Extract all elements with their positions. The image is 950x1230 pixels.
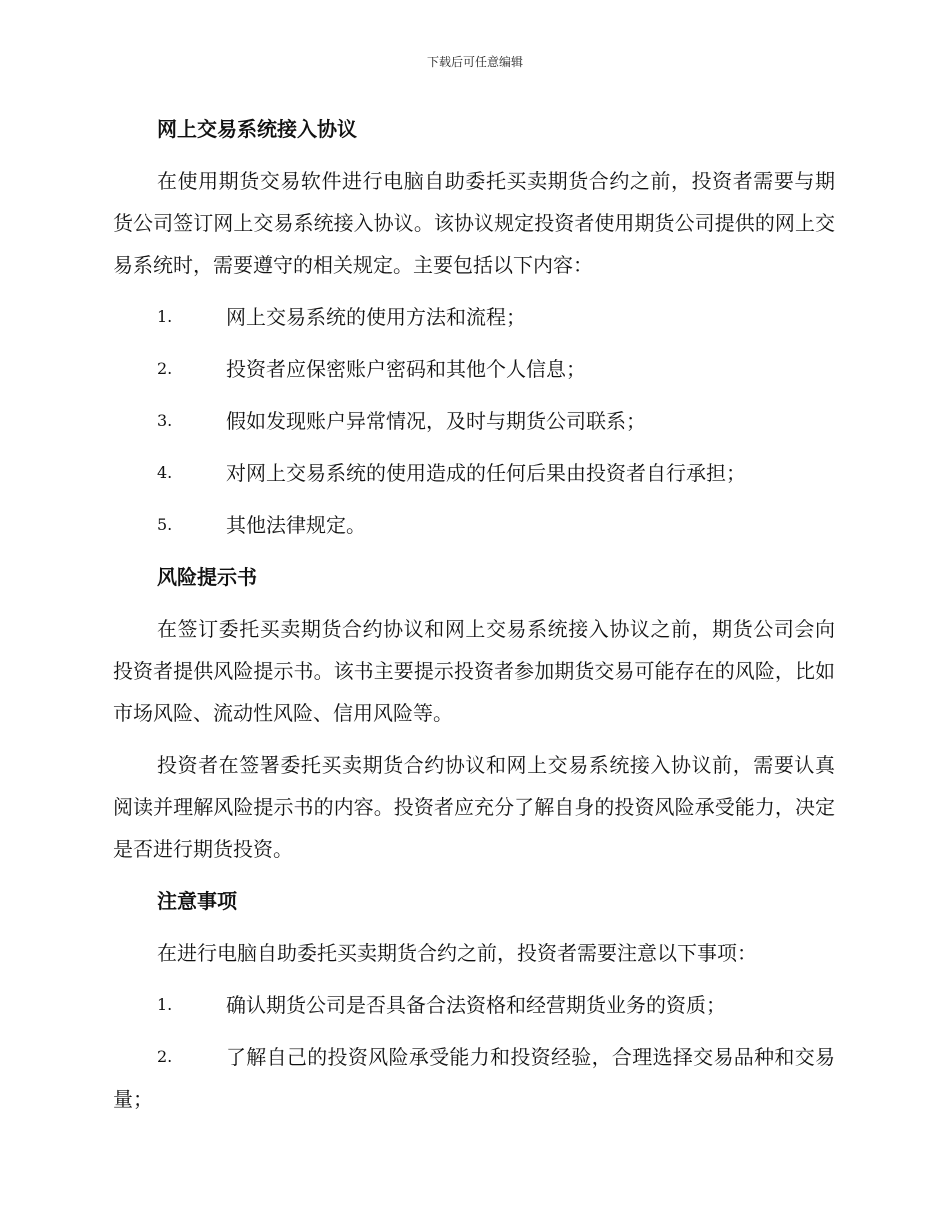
list-item <box>113 400 835 442</box>
list-item <box>113 348 835 390</box>
list-text: 了解自己的投资风险承受能力和投资经验，合理选择交易品种和交易量； <box>113 1045 835 1111</box>
page-header: 下载后可任意编辑 <box>426 55 523 69</box>
section-heading-access-agreement: 网上交易系统接入协议 <box>157 117 357 141</box>
list-item <box>113 504 835 546</box>
list-number: 5. <box>157 515 173 534</box>
document-body <box>113 108 835 1120</box>
list-text: 其他法律规定。 <box>226 513 366 537</box>
list-text: 假如发现账户异常情况，及时与期货公司联系； <box>226 409 646 433</box>
list-item <box>113 452 835 494</box>
list-text: 对网上交易系统的使用造成的任何后果由投资者自行承担； <box>226 461 746 485</box>
list-text: 网上交易系统的使用方法和流程； <box>226 305 526 329</box>
list-item <box>113 296 835 338</box>
list-number: 4. <box>157 463 173 482</box>
section-heading-notes: 注意事项 <box>157 889 237 913</box>
list-item <box>113 1036 835 1120</box>
section-heading-risk-disclosure: 风险提示书 <box>157 565 257 589</box>
paragraph: 投资者在签署委托买卖期货合约协议和网上交易系统接入协议前，需要认真阅读并理解风险提示书的内容。投资者应充分了解自身的投资风险承受能力，决定是否进行期货投资。 <box>113 753 835 861</box>
list-number: 1. <box>157 995 173 1014</box>
list-number: 2. <box>157 359 173 378</box>
list-number: 3. <box>157 411 173 430</box>
list-item <box>113 984 835 1026</box>
list-text: 确认期货公司是否具备合法资格和经营期货业务的资质； <box>226 993 726 1017</box>
paragraph: 在进行电脑自助委托买卖期货合约之前，投资者需要注意以下事项： <box>157 941 757 965</box>
paragraph: 在使用期货交易软件进行电脑自助委托买卖期货合约之前，投资者需要与期货公司签订网上交易系统接入协议。该协议规定投资者使用期货公司提供的网上交易系统时，需要遵守的相关规定。主要包括以下内容： <box>113 169 835 277</box>
list-number: 1. <box>157 307 173 326</box>
list-text: 投资者应保密账户密码和其他个人信息； <box>226 357 586 381</box>
paragraph: 在签订委托买卖期货合约协议和网上交易系统接入协议之前，期货公司会向投资者提供风险提示书。该书主要提示投资者参加期货交易可能存在的风险，比如市场风险、流动性风险、信用风险等。 <box>113 617 835 725</box>
list-number: 2. <box>157 1047 173 1066</box>
